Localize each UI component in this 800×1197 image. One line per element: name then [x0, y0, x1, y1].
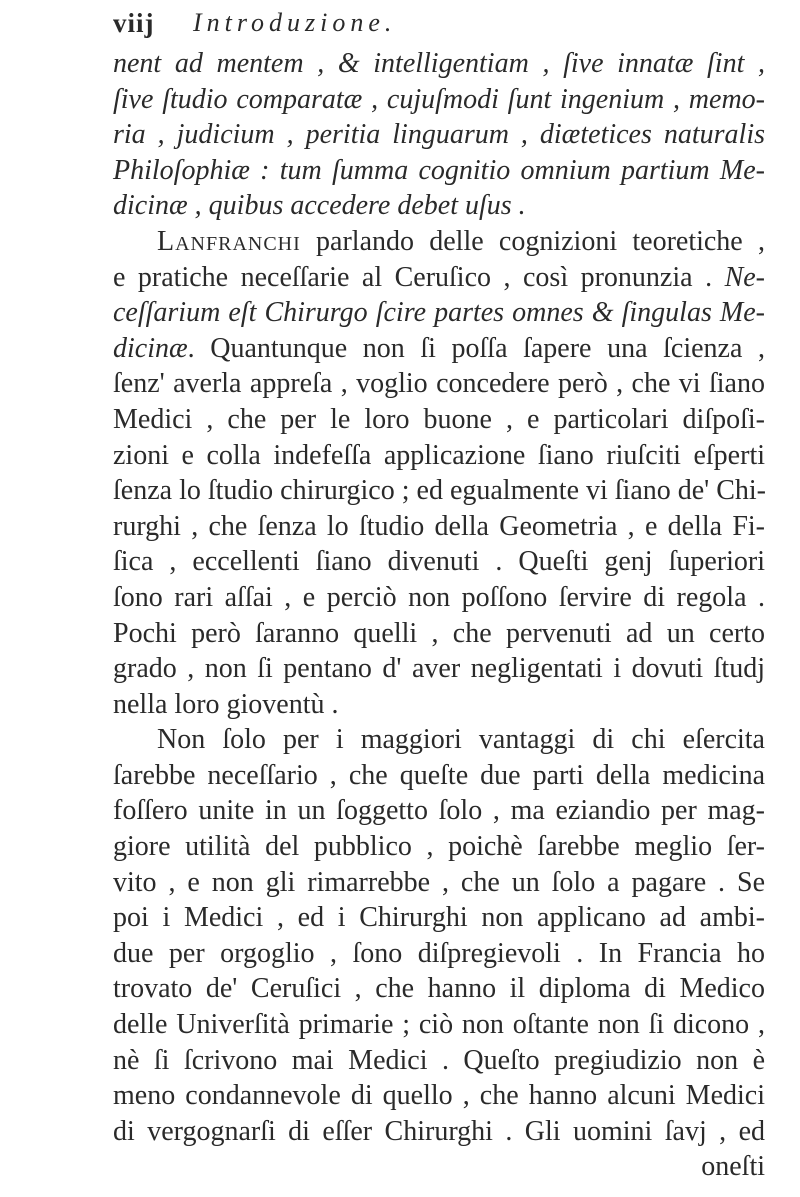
text-line: rurghi , che ſenza lo ſtudio della Geometria , e della Fi- [113, 510, 765, 542]
text-line: Philoſophiæ : tum ſumma cognitio omnium partium Me- [113, 154, 765, 186]
text-line: ſono rari aſſai , e perciò non poſſono ſervire di regola . [113, 581, 765, 613]
text-line: ſive ſtudio comparatæ , cujuſmodi ſunt ingenium , memo- [113, 83, 765, 115]
text-line: giore utilità del pubblico , poichè ſarebbe meglio ſer- [113, 831, 765, 863]
text-line: ſenz' averla appreſa , voglio concedere però , che vi ſiano [113, 368, 765, 400]
text-segment: parlando delle cognizioni teoretiche , [300, 225, 765, 257]
text-line: delle Univerſità primarie ; ciò non oſtante non ſi dicono , [113, 1009, 765, 1041]
text-segment: dicinæ [113, 332, 188, 364]
page-header [113, 6, 753, 50]
text-line: Pochi però ſaranno quelli , che pervenuti ad un certo [113, 617, 765, 649]
catchword: oneſti [701, 1151, 765, 1183]
text-line: foſſero unite in un ſoggetto ſolo , ma eziandio per mag- [113, 795, 765, 827]
body-text [113, 46, 765, 1185]
text-line: di vergognarſi di eſſer Chirurghi . Gli uomini ſavj , ed [113, 1115, 765, 1147]
page-number: viij [113, 8, 155, 38]
text-line: nent ad mentem , & intelligentiam , ſive innatæ ſint , [113, 48, 765, 79]
text-line: dicinæ , quibus accedere debet uſus . [113, 190, 526, 222]
text-line: nella loro gioventù . [113, 688, 339, 720]
text-line: grado , non ſi pentano d' aver negligentati i dovuti ſtudj [113, 653, 765, 685]
text-segment: . Quantunque non ſi poſſa ſapere una ſcienza , [187, 332, 765, 364]
text-line: ſenza lo ſtudio chirurgico ; ed egualmente vi ſiano de' Chi- [113, 475, 767, 507]
text-line: Non ſolo per i maggiori vantaggi di chi eſercita [157, 724, 765, 756]
text-line [113, 260, 765, 296]
text-line [113, 224, 765, 260]
author-name: Lanfranchi [157, 225, 301, 257]
text-line: vito , e non gli rimarrebbe , che un ſolo a pagare . Se [113, 866, 765, 898]
text-segment: e pratiche neceſſarie al Ceruſico , così pronunzia . [113, 261, 725, 293]
text-line: ſica , eccellenti ſiano divenuti . Queſti genj ſuperiori [113, 546, 765, 578]
text-line: ceſſarium eſt Chirurgo ſcire partes omnes & ſingulas Me- [113, 297, 765, 329]
text-line: nè ſi ſcrivono mai Medici . Queſto pregiudizio non è [113, 1044, 765, 1076]
text-segment: Ne- [724, 261, 765, 293]
text-line: Medici , che per le loro buone , e particolari diſpoſi- [113, 403, 765, 435]
running-head: Introduzione. [193, 8, 397, 37]
text-line: trovato de' Ceruſici , che hanno il diploma di Medico [113, 973, 765, 1005]
text-line: ria , judicium , peritia linguarum , diætetices naturalis [113, 119, 765, 151]
text-line: meno condannevole di quello , che hanno alcuni Medici [113, 1080, 765, 1112]
text-line: ſarebbe neceſſario , che queſte due parti della medicina [113, 759, 765, 791]
text-line: zioni e colla indefeſſa applicazione ſiano riuſciti eſperti [113, 439, 765, 471]
text-line [113, 331, 765, 367]
text-line: due per orgoglio , ſono diſpregievoli . In Francia ho [113, 937, 765, 969]
text-line: poi i Medici , ed i Chirurghi non applicano ad ambi- [113, 902, 765, 934]
